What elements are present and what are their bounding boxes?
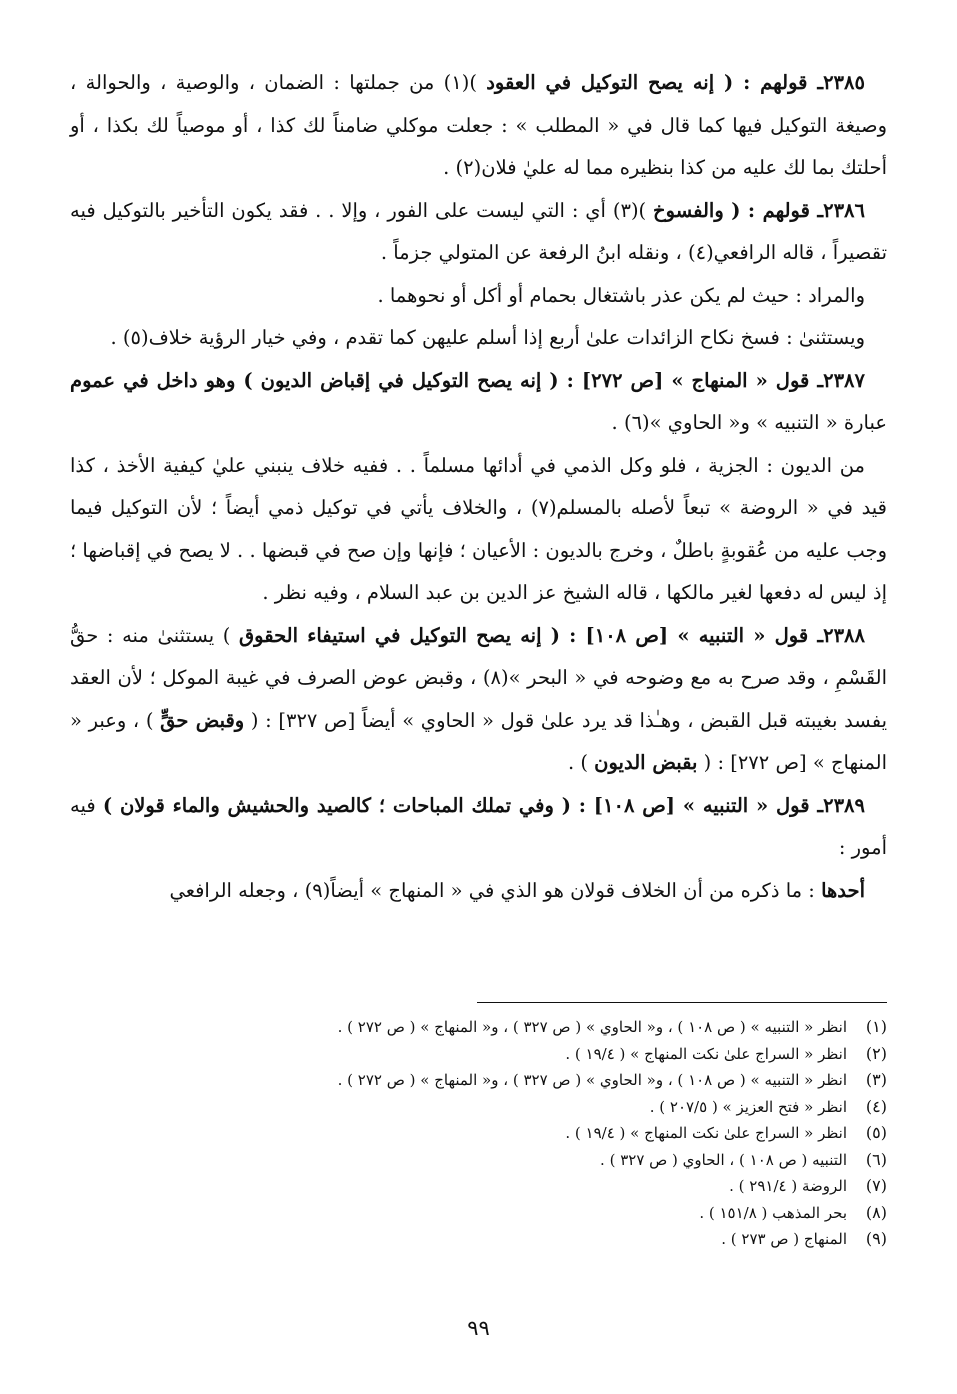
footnote-text: بحر المذهب ( ١٥١/٨ ) . <box>699 1203 847 1222</box>
paragraph <box>70 275 887 318</box>
paragraph <box>70 785 887 870</box>
text-run: : ما ذكره من أن الخلاف قولان هو الذي في « المنهاج » أيضاً(٩) ، وجعله الرافعي <box>169 878 822 902</box>
bold-text: إنه يصح التوكيل في العقود <box>486 71 715 94</box>
footnote-number: (٢) <box>865 1043 887 1063</box>
text-run: عبارة « التنبيه » و« الحاوي »(٦) . <box>611 411 887 434</box>
bold-text: وفي تملك المباحات ؛ كالصيد والحشيش والماء قولان <box>119 793 554 817</box>
bold-text: أحدها <box>821 878 865 902</box>
bold-text: ٢٣٨٦ـ قولهم : ( <box>723 198 865 222</box>
text-run: ) ، وعبر « المنهاج » [ص ٢٧٢] : ( <box>70 708 887 774</box>
footnote-text: التنبيه ( ص ١٠٨ ) ، الحاوي ( ص ٣٢٧ ) . <box>600 1150 847 1169</box>
bold-text: ٢٣٨٥ـ قولهم : ( <box>714 71 865 94</box>
paragraph <box>70 62 887 190</box>
paragraph <box>70 615 887 785</box>
paragraph <box>70 870 887 913</box>
bold-text: إنه يصح التوكيل في استيفاء الحقوق <box>239 623 542 647</box>
footnote-number: (٣) <box>865 1070 887 1089</box>
bold-text: ٢٣٨٨ـ قول « التنبيه » [ص ١٠٨] : ( <box>541 623 865 647</box>
paragraph <box>70 445 887 615</box>
paragraph <box>70 190 887 275</box>
footnote-number: (٩) <box>865 1229 887 1248</box>
footnote <box>187 1173 887 1200</box>
footnote-number: (٨) <box>865 1202 887 1222</box>
footnote <box>187 1094 887 1121</box>
footnote-separator <box>477 1002 887 1003</box>
text-run: فيه أمور : <box>70 793 887 859</box>
footnote-number: (٤) <box>865 1096 887 1116</box>
footnote-number: (٦) <box>865 1149 887 1169</box>
text-run: )(١) من جملتها : الضمان ، والوصية ، والحوالة ، وصيغة التوكيل فيها كما قال في « المطلب » : جعلت موكلي ضامناً لك كذا ، أو موصياً لك بكذا ، أو أحلتك بما لك عليه من كذا بنظيره مما له عليٰ فلان(٢) . <box>70 71 887 179</box>
footnote-text: انظر « السراج علىٰ نكت المنهاج » ( ١٩/٤ ) . <box>565 1124 847 1142</box>
footnote-number: (١) <box>865 1017 887 1036</box>
footnote-text: الروضة ( ٢٩١/٤ ) . <box>729 1177 847 1195</box>
bold-text: إنه يصح التوكيل في إقباض الديون <box>260 368 542 392</box>
footnote <box>187 1147 887 1174</box>
paragraph <box>70 360 887 445</box>
text-run: )(٣) أي : التي ليست على الفور ، وإلا . . فقد يكون التأخير بالتوكيل فيه تقصيراً ، قاله الرافعي(٤) ، ونقله ابنُ الرفعة عن المتولي جزماً . <box>70 198 887 264</box>
bold-text: ) <box>102 793 120 817</box>
footnote-text: انظر « السراج علىٰ نكت المنهاج » ( ١٩/٤ ) . <box>565 1044 847 1063</box>
text-run: ويستثنىٰ : فسخ نكاح الزائدات علىٰ أربع إذا أسلم عليهن كما تقدم ، وفي خيار الرؤية خلاف(٥) . <box>110 326 865 349</box>
text-run: ) . <box>567 751 595 774</box>
footnote <box>187 1226 887 1253</box>
text-run: ) يستثنىٰ منه : حقُّ القَسْمِ ، وقد صرح به مع وضوحه في « البحر »(٨) ، وقبض عوض الصرف في غيبة الموكل ؛ لأن العقد يفسد بغيبته قبل القبض ، وهـٰذا قد يرد علىٰ قول « الحاوي » أيضاً [ص ٣٢٧] : ( <box>70 623 888 732</box>
footnote-text: المنهاج ( ص ٢٧٣ ) . <box>721 1230 847 1248</box>
bold-text: والفسوخ <box>653 198 724 222</box>
body-text <box>70 62 887 912</box>
page-number: ٩٩ <box>467 1316 490 1340</box>
bold-text: ) وهو داخل في عموم <box>70 368 261 392</box>
footnote-text: انظر « فتح العزيز » ( ٢٠٧/٥ ) . <box>649 1097 847 1116</box>
footnote-text: انظر « التنبيه » ( ص ١٠٨ ) ، و« الحاوي » ( ص ٣٢٧ ) ، و« المنهاج » ( ص ٢٧٢ ) . <box>337 1071 847 1089</box>
footnote <box>187 1014 887 1041</box>
bold-text: ٢٣٨٧ـ قول « المنهاج » [ص ٢٧٢] : ( <box>541 368 865 392</box>
footnote <box>187 1067 887 1094</box>
footnote <box>187 1200 887 1227</box>
footnote <box>187 1120 887 1147</box>
text-run: والمراد : حيث لم يكن عذر باشتغال بحمام أو أكل أو نحوهما . <box>377 283 865 307</box>
footnotes <box>187 1014 887 1253</box>
footnote-text: انظر « التنبيه » ( ص ١٠٨ ) ، و« الحاوي » ( ص ٣٢٧ ) ، و« المنهاج » ( ص ٢٧٢ ) . <box>337 1018 847 1036</box>
text-run: من الديون : الجزية ، فلو وكل الذمي في أدائها مسلماً . . ففيه خلاف ينبني عليٰ كيفية الأخذ ، كذا قيد في « الروضة » تبعاً لأصله بالمسلم(٧) ، والخلاف يأتي في توكيل ذمي أيضاً ؛ لأن التوكيل فيما وجب عليه من عُقوبةٍ باطلٌ ، وخرج بالديون : الأعيان ؛ فإنها وإن صح في قبضها . . لا يصح في إقباضها ؛ إذ ليس له دفعها لغير مالكها ، قاله الشيخ عز الدين بن عبد السلام ، وفيه نظر . <box>70 453 888 604</box>
footnote <box>187 1041 887 1068</box>
bold-text: وقبض حقٍّ <box>160 708 245 732</box>
bold-text: بقبض الديون <box>594 751 698 774</box>
footnote-number: (٥) <box>865 1123 887 1142</box>
paragraph <box>70 317 887 360</box>
bold-text: ٢٣٨٩ـ قول « التنبيه » [ص ١٠٨] : ( <box>553 793 865 817</box>
footnote-number: (٧) <box>865 1176 887 1195</box>
